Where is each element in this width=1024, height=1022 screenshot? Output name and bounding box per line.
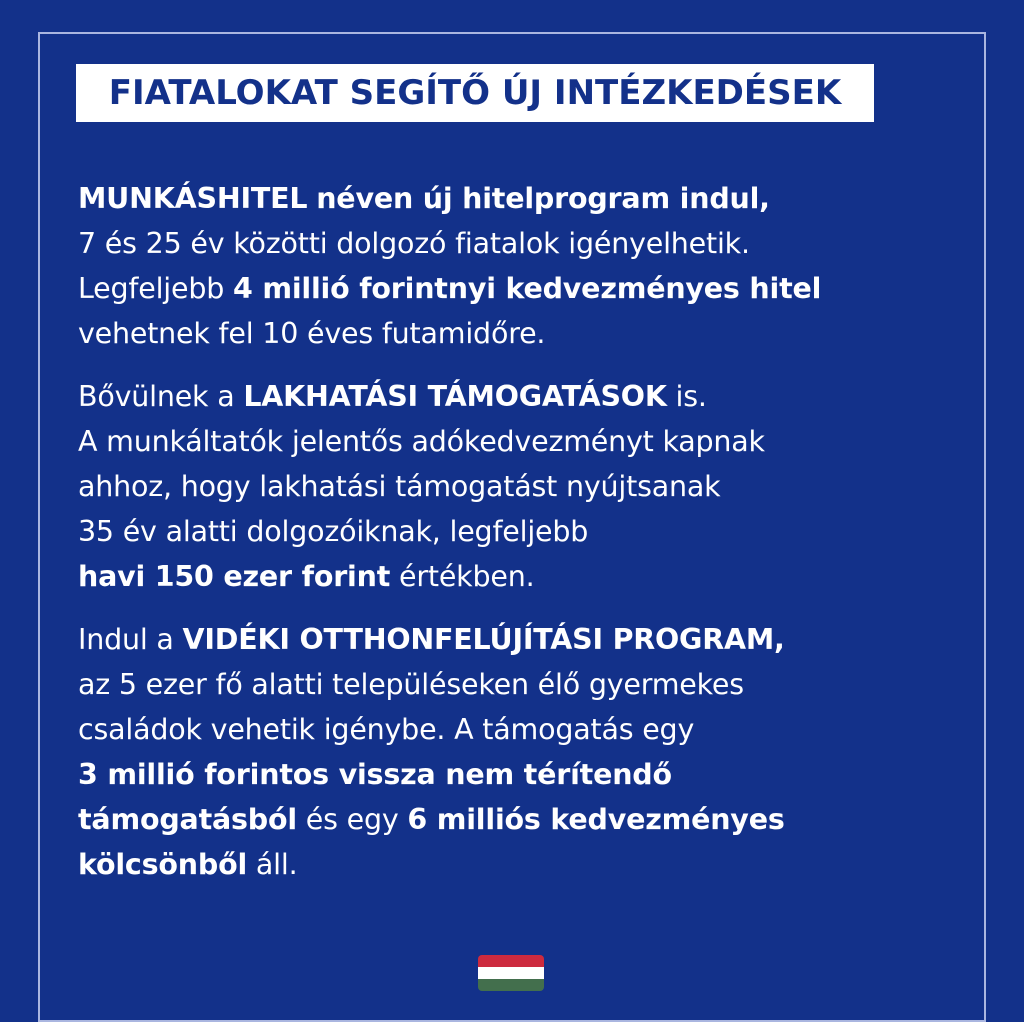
regular-text: Indul a [78,623,183,656]
paragraph-2 [78,374,978,599]
regular-text: ahhoz, hogy lakhatási támogatást nyújtsanak [78,470,721,503]
regular-text: Bővülnek a [78,380,244,413]
text-line [78,419,978,464]
bold-text: VIDÉKI OTTHONFELÚJÍTÁSI PROGRAM, [182,623,785,656]
bold-text: LAKHATÁSI TÁMOGATÁSOK [243,380,667,413]
title-banner [76,64,874,122]
bold-text: támogatásból [78,803,297,836]
regular-text: és egy [296,803,408,836]
regular-text: Legfeljebb [78,272,233,305]
regular-text: vehetnek fel 10 éves futamidőre. [78,317,546,350]
bold-text: MUNKÁSHITEL [78,182,308,215]
regular-text: az 5 ezer fő alatti településeken élő gyermekes [78,668,744,701]
text-line [78,509,978,554]
flag-stripe-green [478,979,544,991]
bold-text: 3 millió forintos vissza nem térítendő [78,758,672,791]
text-line [78,797,978,842]
regular-text: 35 év alatti dolgozóiknak, legfeljebb [78,515,589,548]
regular-text: 7 és 25 év közötti dolgozó fiatalok igényelhetik. [78,227,750,260]
regular-text: áll. [247,848,298,881]
bold-text: kölcsönből [78,848,248,881]
bold-text: 4 millió forintnyi kedvezményes hitel [232,272,822,305]
body-text [78,176,978,905]
text-line [78,707,978,752]
regular-text: családok vehetik igénybe. A támogatás egy [78,713,695,746]
text-line [78,311,978,356]
regular-text [307,182,316,215]
flag-stripe-white [478,967,544,979]
text-line [78,176,978,221]
regular-text: is. [666,380,707,413]
text-line [78,266,978,311]
text-line [78,617,978,662]
regular-text: A munkáltatók jelentős adókedvezményt kapnak [78,425,765,458]
text-line [78,374,978,419]
page-title: FIATALOKAT SEGÍTŐ ÚJ INTÉZKEDÉSEK [108,73,842,113]
text-line [78,752,978,797]
bold-text: havi 150 ezer forint [78,560,391,593]
bold-text: néven új hitelprogram indul, [316,182,770,215]
paragraph-3 [78,617,978,887]
flag-stripe-red [478,955,544,967]
text-line [78,662,978,707]
text-line [78,554,978,599]
paragraph-1 [78,176,978,356]
text-line [78,221,978,266]
hungarian-flag-icon [478,955,544,991]
regular-text: értékben. [390,560,535,593]
text-line [78,842,978,887]
text-line [78,464,978,509]
bold-text: 6 milliós kedvezményes [407,803,785,836]
